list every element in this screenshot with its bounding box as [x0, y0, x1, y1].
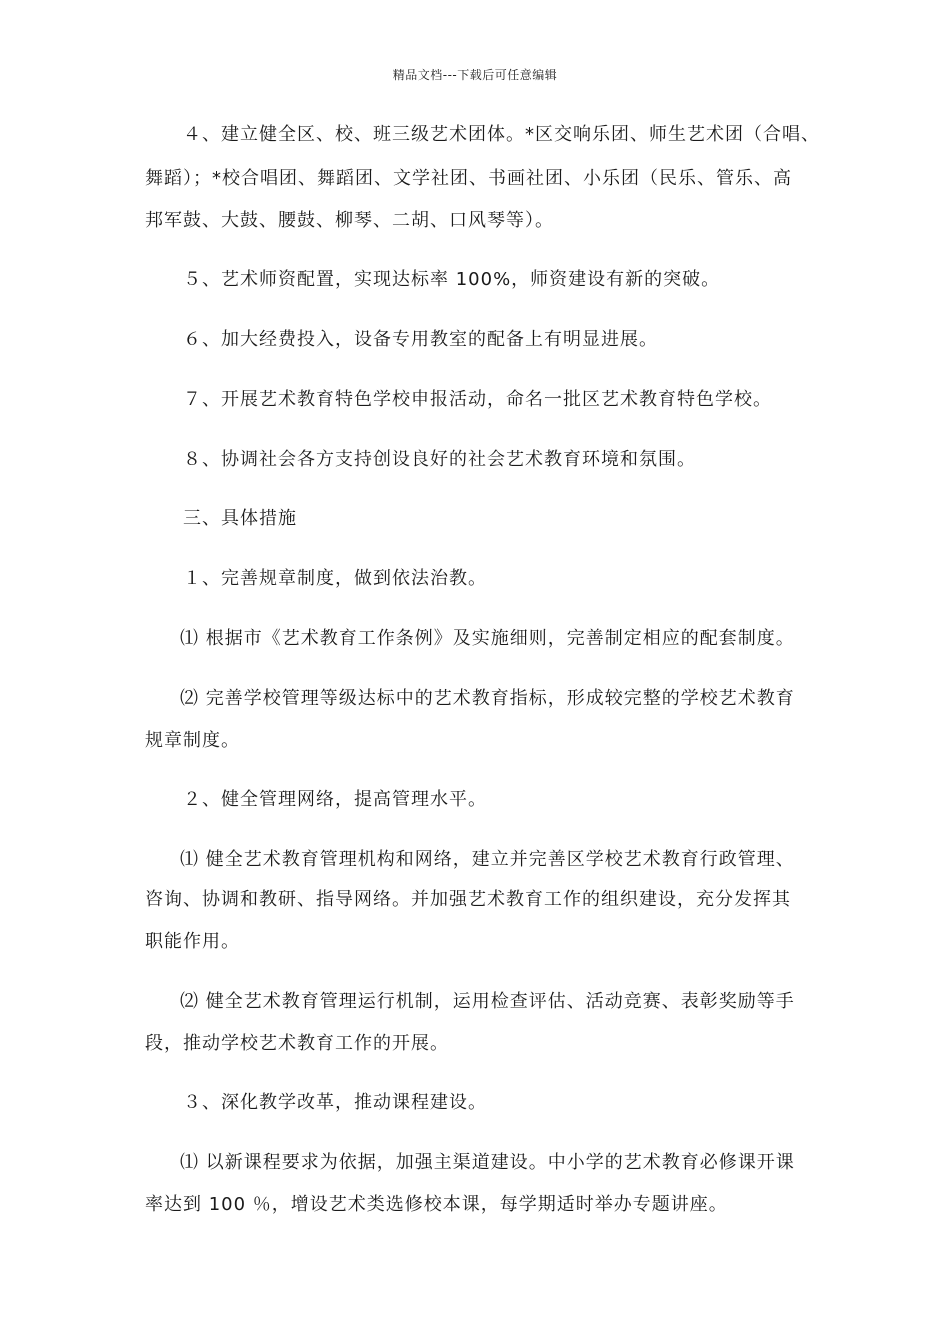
paragraph-line: ８、协调社会各方支持创设良好的社会艺术教育环境和氛围。 [183, 449, 696, 470]
paragraph-line: 邦军鼓、大鼓、腰鼓、柳琴、二胡、口风琴等）。 [145, 210, 554, 231]
paragraph-line: ３、深化教学改革，推动课程建设。 [183, 1092, 487, 1113]
paragraph-line: 咨询、协调和教研、指导网络。并加强艺术教育工作的组织建设，充分发挥其 [145, 889, 791, 910]
paragraph-line: ６、加大经费投入，设备专用教室的配备上有明显进展。 [183, 329, 658, 350]
paragraph-line: ５、艺术师资配置，实现达标率 100%，师资建设有新的突破。 [183, 269, 721, 290]
section-heading: 三、具体措施 [183, 508, 297, 529]
paragraph-line: ⑴ 健全艺术教育管理机构和网络，建立并完善区学校艺术教育行政管理、 [180, 849, 795, 870]
paragraph-line: 率达到 100 ％，增设艺术类选修校本课，每学期适时举办专题讲座。 [145, 1194, 728, 1215]
paragraph-line: ⑵ 完善学校管理等级达标中的艺术教育指标，形成较完整的学校艺术教育 [180, 688, 795, 709]
paragraph-line: １、完善规章制度，做到依法治教。 [183, 568, 487, 589]
paragraph-line: 职能作用。 [145, 931, 240, 952]
paragraph-line: ７、开展艺术教育特色学校申报活动，命名一批区艺术教育特色学校。 [183, 389, 772, 410]
paragraph-line: 舞蹈）；*校合唱团、舞蹈团、文学社团、书画社团、小乐团（民乐、管乐、高 [145, 168, 792, 189]
paragraph-line: 段，推动学校艺术教育工作的开展。 [145, 1033, 449, 1054]
paragraph-line: 规章制度。 [145, 730, 240, 751]
paragraph-line: ⑴ 以新课程要求为依据，加强主渠道建设。中小学的艺术教育必修课开课 [180, 1152, 795, 1173]
paragraph-line: ⑵ 健全艺术教育管理运行机制，运用检查评估、活动竞赛、表彰奖励等手 [180, 991, 795, 1012]
paragraph-line: ⑴ 根据市《艺术教育工作条例》及实施细则，完善制定相应的配套制度。 [180, 628, 795, 649]
page-header: 精品文档---下载后可任意编辑 [392, 68, 558, 82]
paragraph-line: ２、健全管理网络，提高管理水平。 [183, 789, 487, 810]
paragraph-line: ４、建立健全区、校、班三级艺术团体。*区交响乐团、师生艺术团（合唱、 [183, 124, 820, 145]
